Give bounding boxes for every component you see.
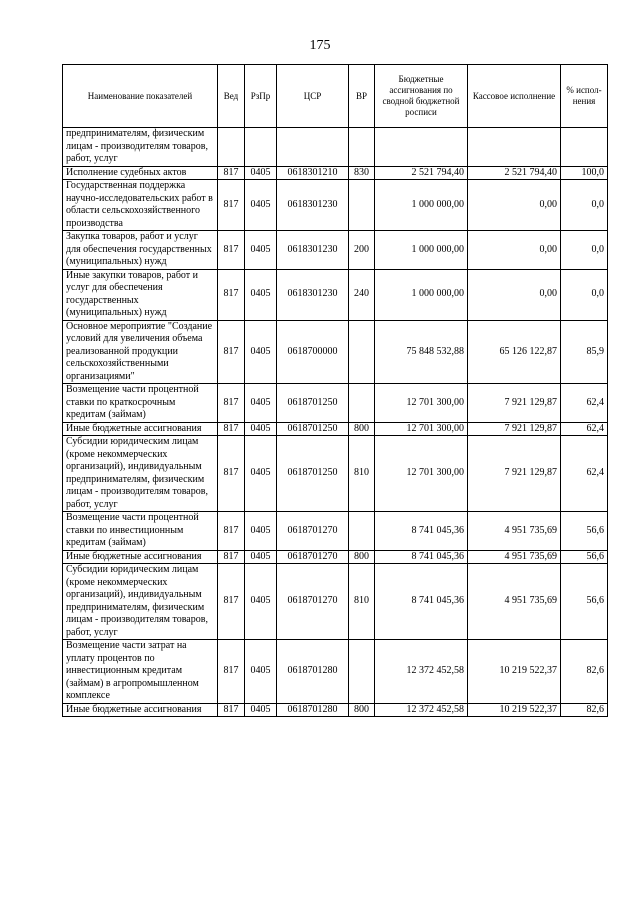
cell-pct: 62,4 (561, 384, 608, 423)
page-number: 175 (309, 38, 331, 53)
cell-exec: 0,00 (468, 269, 561, 320)
cell-exec: 7 921 129,87 (468, 436, 561, 512)
cell-exec: 4 951 735,69 (468, 512, 561, 551)
cell-ved: 817 (218, 269, 245, 320)
cell-plan: 1 000 000,00 (375, 231, 468, 270)
cell-ved: 817 (218, 384, 245, 423)
cell-rzpr: 0405 (245, 231, 277, 270)
cell-ved: 817 (218, 703, 245, 717)
cell-rzpr: 0405 (245, 703, 277, 717)
cell-vr: 240 (349, 269, 375, 320)
cell-vr (349, 640, 375, 704)
cell-plan: 12 701 300,00 (375, 422, 468, 436)
cell-csr: 0618701250 (277, 384, 349, 423)
cell-exec: 65 126 122,87 (468, 320, 561, 384)
table-row (63, 269, 608, 320)
cell-pct: 0,0 (561, 269, 608, 320)
cell-exec: 7 921 129,87 (468, 384, 561, 423)
cell-vr: 800 (349, 703, 375, 717)
cell-vr: 200 (349, 231, 375, 270)
cell-plan: 12 372 452,58 (375, 640, 468, 704)
cell-pct: 56,6 (561, 550, 608, 564)
cell-csr (277, 128, 349, 167)
table-row (63, 436, 608, 512)
cell-name: Государственная поддержка научно-исследовательских работ в области сельскохозяйственного производства (63, 180, 218, 231)
cell-name: Возмещение части процентной ставки по инвестиционным кредитам (займам) (63, 512, 218, 551)
cell-exec (468, 128, 561, 167)
cell-vr: 800 (349, 422, 375, 436)
cell-pct: 56,6 (561, 564, 608, 640)
cell-pct: 82,6 (561, 703, 608, 717)
cell-name: Исполнение судебных актов (63, 166, 218, 180)
cell-rzpr: 0405 (245, 384, 277, 423)
header-exec: Кассовое исполнение (468, 65, 561, 128)
cell-name: Возмещение части затрат на уплату процентов по инвестиционным кредитам (займам) в агропромышленном комплексе (63, 640, 218, 704)
cell-ved: 817 (218, 180, 245, 231)
cell-csr: 0618701280 (277, 640, 349, 704)
cell-plan: 12 701 300,00 (375, 384, 468, 423)
header-name: Наименование показателей (63, 65, 218, 128)
cell-ved: 817 (218, 231, 245, 270)
cell-ved: 817 (218, 422, 245, 436)
cell-csr: 0618301230 (277, 269, 349, 320)
cell-pct: 100,0 (561, 166, 608, 180)
cell-pct: 85,9 (561, 320, 608, 384)
cell-vr: 800 (349, 550, 375, 564)
cell-vr: 810 (349, 564, 375, 640)
cell-vr (349, 512, 375, 551)
cell-exec: 10 219 522,37 (468, 703, 561, 717)
cell-pct: 0,0 (561, 231, 608, 270)
cell-csr: 0618701250 (277, 422, 349, 436)
cell-rzpr: 0405 (245, 269, 277, 320)
cell-rzpr: 0405 (245, 436, 277, 512)
cell-rzpr: 0405 (245, 180, 277, 231)
table-row (63, 128, 608, 167)
cell-name: Иные бюджетные ассигнования (63, 550, 218, 564)
cell-plan: 1 000 000,00 (375, 180, 468, 231)
cell-csr: 0618701250 (277, 436, 349, 512)
cell-plan: 1 000 000,00 (375, 269, 468, 320)
cell-ved: 817 (218, 320, 245, 384)
cell-pct: 82,6 (561, 640, 608, 704)
table-row (63, 640, 608, 704)
table-row (63, 231, 608, 270)
cell-name: предпринимателям, физическим лицам - производителям товаров, работ, услуг (63, 128, 218, 167)
cell-plan: 75 848 532,88 (375, 320, 468, 384)
cell-plan: 12 372 452,58 (375, 703, 468, 717)
cell-csr: 0618301230 (277, 180, 349, 231)
cell-csr: 0618701270 (277, 564, 349, 640)
cell-rzpr (245, 128, 277, 167)
cell-vr (349, 180, 375, 231)
cell-rzpr: 0405 (245, 166, 277, 180)
cell-rzpr: 0405 (245, 640, 277, 704)
cell-csr: 0618701280 (277, 703, 349, 717)
table-row (63, 320, 608, 384)
cell-ved (218, 128, 245, 167)
cell-vr (349, 320, 375, 384)
cell-plan: 8 741 045,36 (375, 512, 468, 551)
cell-csr: 0618301210 (277, 166, 349, 180)
header-rzpr: РзПр (245, 65, 277, 128)
cell-csr: 0618700000 (277, 320, 349, 384)
cell-name: Закупка товаров, работ и услуг для обеспечения государственных (муниципальных) нужд (63, 231, 218, 270)
table-header-row (63, 65, 608, 128)
cell-csr: 0618301230 (277, 231, 349, 270)
table-row (63, 384, 608, 423)
cell-pct (561, 128, 608, 167)
header-csr: ЦСР (277, 65, 349, 128)
table-row (63, 422, 608, 436)
cell-vr (349, 128, 375, 167)
cell-vr (349, 384, 375, 423)
cell-pct: 62,4 (561, 422, 608, 436)
cell-ved: 817 (218, 166, 245, 180)
cell-ved: 817 (218, 640, 245, 704)
cell-name: Основное мероприятие "Создание условий для увеличения объема реализованной продукции сельскохозяйственными организациями" (63, 320, 218, 384)
table-row (63, 166, 608, 180)
cell-exec: 0,00 (468, 180, 561, 231)
cell-ved: 817 (218, 564, 245, 640)
header-vr: ВР (349, 65, 375, 128)
table-row (63, 703, 608, 717)
cell-name: Иные бюджетные ассигнования (63, 422, 218, 436)
table-row (63, 550, 608, 564)
cell-name: Иные бюджетные ассигнования (63, 703, 218, 717)
cell-exec: 10 219 522,37 (468, 640, 561, 704)
cell-name: Субсидии юридическим лицам (кроме некоммерческих организаций), индивидуальным предпринимателям, физическим лицам - производителям товаров, работ, услуг (63, 564, 218, 640)
cell-pct: 62,4 (561, 436, 608, 512)
cell-ved: 817 (218, 550, 245, 564)
cell-vr: 810 (349, 436, 375, 512)
cell-exec: 0,00 (468, 231, 561, 270)
cell-name: Иные закупки товаров, работ и услуг для обеспечения государственных (муниципальных) нужд (63, 269, 218, 320)
table-row (63, 180, 608, 231)
cell-plan: 2 521 794,40 (375, 166, 468, 180)
cell-exec: 4 951 735,69 (468, 564, 561, 640)
cell-pct: 56,6 (561, 512, 608, 551)
cell-name: Возмещение части процентной ставки по краткосрочным кредитам (займам) (63, 384, 218, 423)
cell-rzpr: 0405 (245, 320, 277, 384)
cell-plan (375, 128, 468, 167)
budget-execution-table (62, 64, 608, 717)
table-row (63, 512, 608, 551)
cell-plan: 12 701 300,00 (375, 436, 468, 512)
cell-plan: 8 741 045,36 (375, 550, 468, 564)
cell-rzpr: 0405 (245, 564, 277, 640)
cell-exec: 2 521 794,40 (468, 166, 561, 180)
table-row (63, 564, 608, 640)
cell-csr: 0618701270 (277, 550, 349, 564)
cell-ved: 817 (218, 512, 245, 551)
header-ved: Вед (218, 65, 245, 128)
cell-ved: 817 (218, 436, 245, 512)
cell-pct: 0,0 (561, 180, 608, 231)
cell-csr: 0618701270 (277, 512, 349, 551)
cell-rzpr: 0405 (245, 550, 277, 564)
cell-rzpr: 0405 (245, 422, 277, 436)
header-pct: % испол-нения (561, 65, 608, 128)
cell-exec: 7 921 129,87 (468, 422, 561, 436)
cell-exec: 4 951 735,69 (468, 550, 561, 564)
header-plan: Бюджетные ассигнования по сводной бюджетной росписи (375, 65, 468, 128)
cell-rzpr: 0405 (245, 512, 277, 551)
cell-vr: 830 (349, 166, 375, 180)
cell-name: Субсидии юридическим лицам (кроме некоммерческих организаций), индивидуальным предпринимателям, физическим лицам - производителям товаров, работ, услуг (63, 436, 218, 512)
cell-plan: 8 741 045,36 (375, 564, 468, 640)
